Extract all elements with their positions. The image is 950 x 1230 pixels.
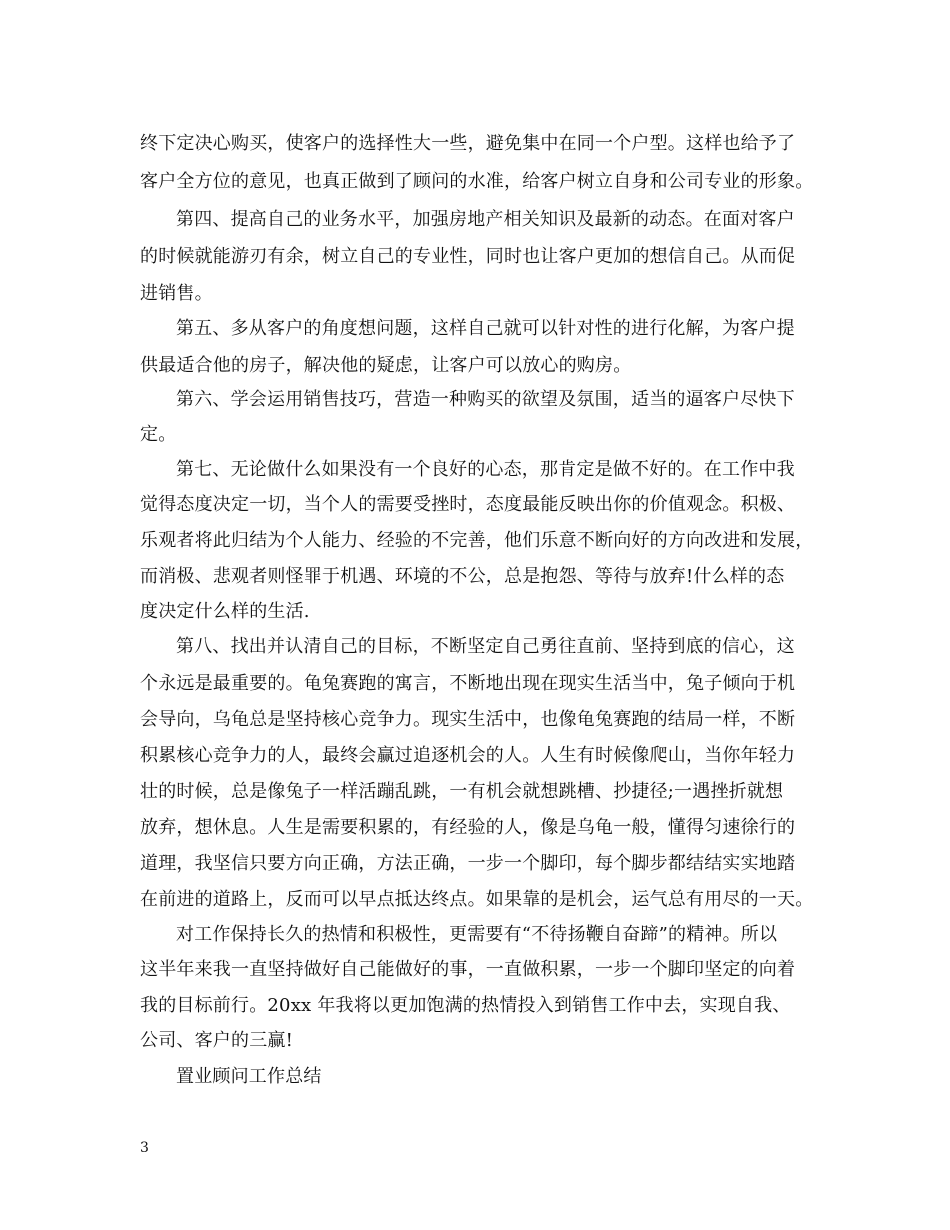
text-line: 终下定决心购买，使客户的选择性大一些，避免集中在同一个户型。这样也给予了 [140, 133, 796, 154]
text-line: 壮的时候，总是像兔子一样活蹦乱跳，一有机会就想跳槽、抄捷径;一遇挫折就想 [140, 781, 784, 802]
text-line: 客户全方位的意见，也真正做到了顾问的水准，给客户树立自身和公司专业的形象。 [140, 171, 814, 192]
text-line: 第五、多从客户的角度想问题，这样自己就可以针对性的进行化解，为客户提 [176, 318, 795, 339]
document-title: 置业顾问工作总结 [176, 1066, 322, 1087]
page-number: 3 [140, 1140, 149, 1156]
text-line: 我的目标前行。20xx 年我将以更加饱满的热情投入到销售工作中去，实现自我、 [140, 995, 791, 1016]
text-line: 第四、提高自己的业务水平，加强房地产相关知识及最新的动态。在面对客户 [176, 209, 795, 230]
text-line: 的时候就能游刃有余，树立自己的专业性，同时也让客户更加的想信自己。从而促 [140, 246, 796, 267]
text-line: 第八、找出并认清自己的目标，不断坚定自己勇往直前、坚持到底的信心，这 [176, 636, 795, 657]
text-line: 定。 [140, 424, 177, 445]
text-line: 进销售。 [140, 283, 213, 304]
text-line: 个永远是最重要的。龟兔赛跑的寓言，不断地出现在现实生活当中，兔子倾向于机 [140, 673, 796, 694]
text-line: 供最适合他的房子，解决他的疑虑，让客户可以放心的购房。 [140, 355, 632, 376]
text-line: 对工作保持长久的热情和积极性，更需要有“不待扬鞭自奋蹄”的精神。所以 [176, 924, 778, 945]
text-line: 公司、客户的三赢! [140, 1030, 294, 1051]
text-line: 积累核心竞争力的人，最终会赢过追逐机会的人。人生有时候像爬山，当你年轻力 [140, 745, 796, 766]
text-line: 在前进的道路上，反而可以早点抵达终点。如果靠的是机会，运气总有用尽的一天。 [140, 889, 814, 910]
text-line: 道理，我坚信只要方向正确，方法正确，一步一个脚印，每个脚步都结结实实地踏 [140, 853, 796, 874]
text-line: 度决定什么样的生活. [140, 601, 310, 622]
text-line: 乐观者将此归结为个人能力、经验的不完善，他们乐意不断向好的方向改进和发展， [140, 530, 814, 551]
text-line: 会导向，乌龟总是坚持核心竞争力。现实生活中，也像龟兔赛跑的结局一样，不断 [140, 709, 796, 730]
text-line: 第七、无论做什么如果没有一个良好的心态，那肯定是做不好的。在工作中我 [176, 459, 795, 480]
text-line: 第六、学会运用销售技巧，营造一种购买的欲望及氛围，适当的逼客户尽快下 [176, 389, 795, 410]
text-line: 觉得态度决定一切，当个人的需要受挫时，态度最能反映出你的价值观念。积极、 [140, 494, 796, 515]
text-line: 这半年来我一直坚持做好自己能做好的事，一直做积累，一步一个脚印坚定的向着 [140, 959, 796, 980]
text-line: 放弃，想休息。人生是需要积累的，有经验的人，像是乌龟一般，懂得匀速徐行的 [140, 817, 796, 838]
text-line: 而消极、悲观者则怪罪于机遇、环境的不公，总是抱怨、等待与放弃!什么样的态 [140, 566, 785, 587]
